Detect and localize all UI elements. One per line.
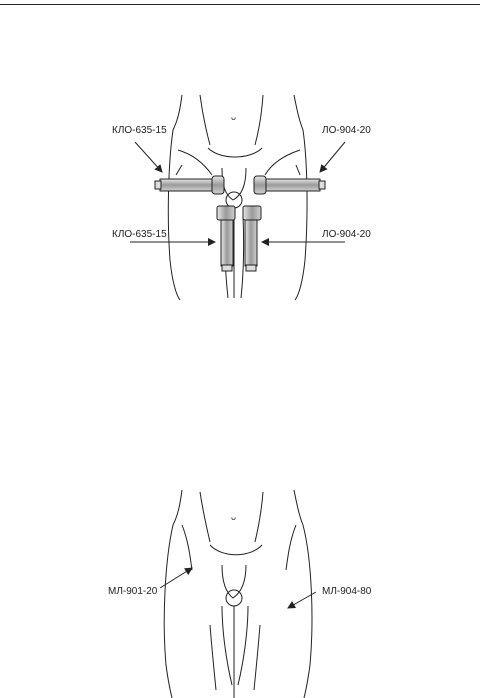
figure-b-drawing (0, 480, 480, 698)
body-outline-right (294, 95, 307, 300)
arrow-left-b (160, 568, 192, 588)
figure-a (0, 0, 480, 330)
label-bottom-left: КЛО-635-15 (112, 229, 167, 240)
body-b-outline-left (164, 490, 182, 698)
figure-b (0, 480, 480, 698)
label-top-left: КЛО-635-15 (112, 125, 167, 136)
navel-mark-b: ᴗ (231, 512, 237, 522)
body-outline-left (168, 95, 182, 300)
tube-left-vertical (221, 218, 233, 266)
arrow-top-right (320, 142, 345, 172)
tube-right-horizontal (266, 179, 320, 191)
navel-mark: ᴗ (231, 112, 237, 122)
label-bottom-right: ЛО-904-20 (322, 229, 371, 240)
tube-left-horizontal (160, 179, 214, 191)
label-left-b: МЛ-901-20 (108, 586, 158, 597)
arrow-top-left (135, 142, 162, 172)
label-right-b: МЛ-904-80 (322, 586, 372, 597)
body-b-outline-right (294, 490, 312, 698)
tube-right-vertical (245, 218, 257, 266)
figure-a-drawing (0, 0, 480, 330)
label-top-right: ЛО-904-20 (322, 125, 371, 136)
